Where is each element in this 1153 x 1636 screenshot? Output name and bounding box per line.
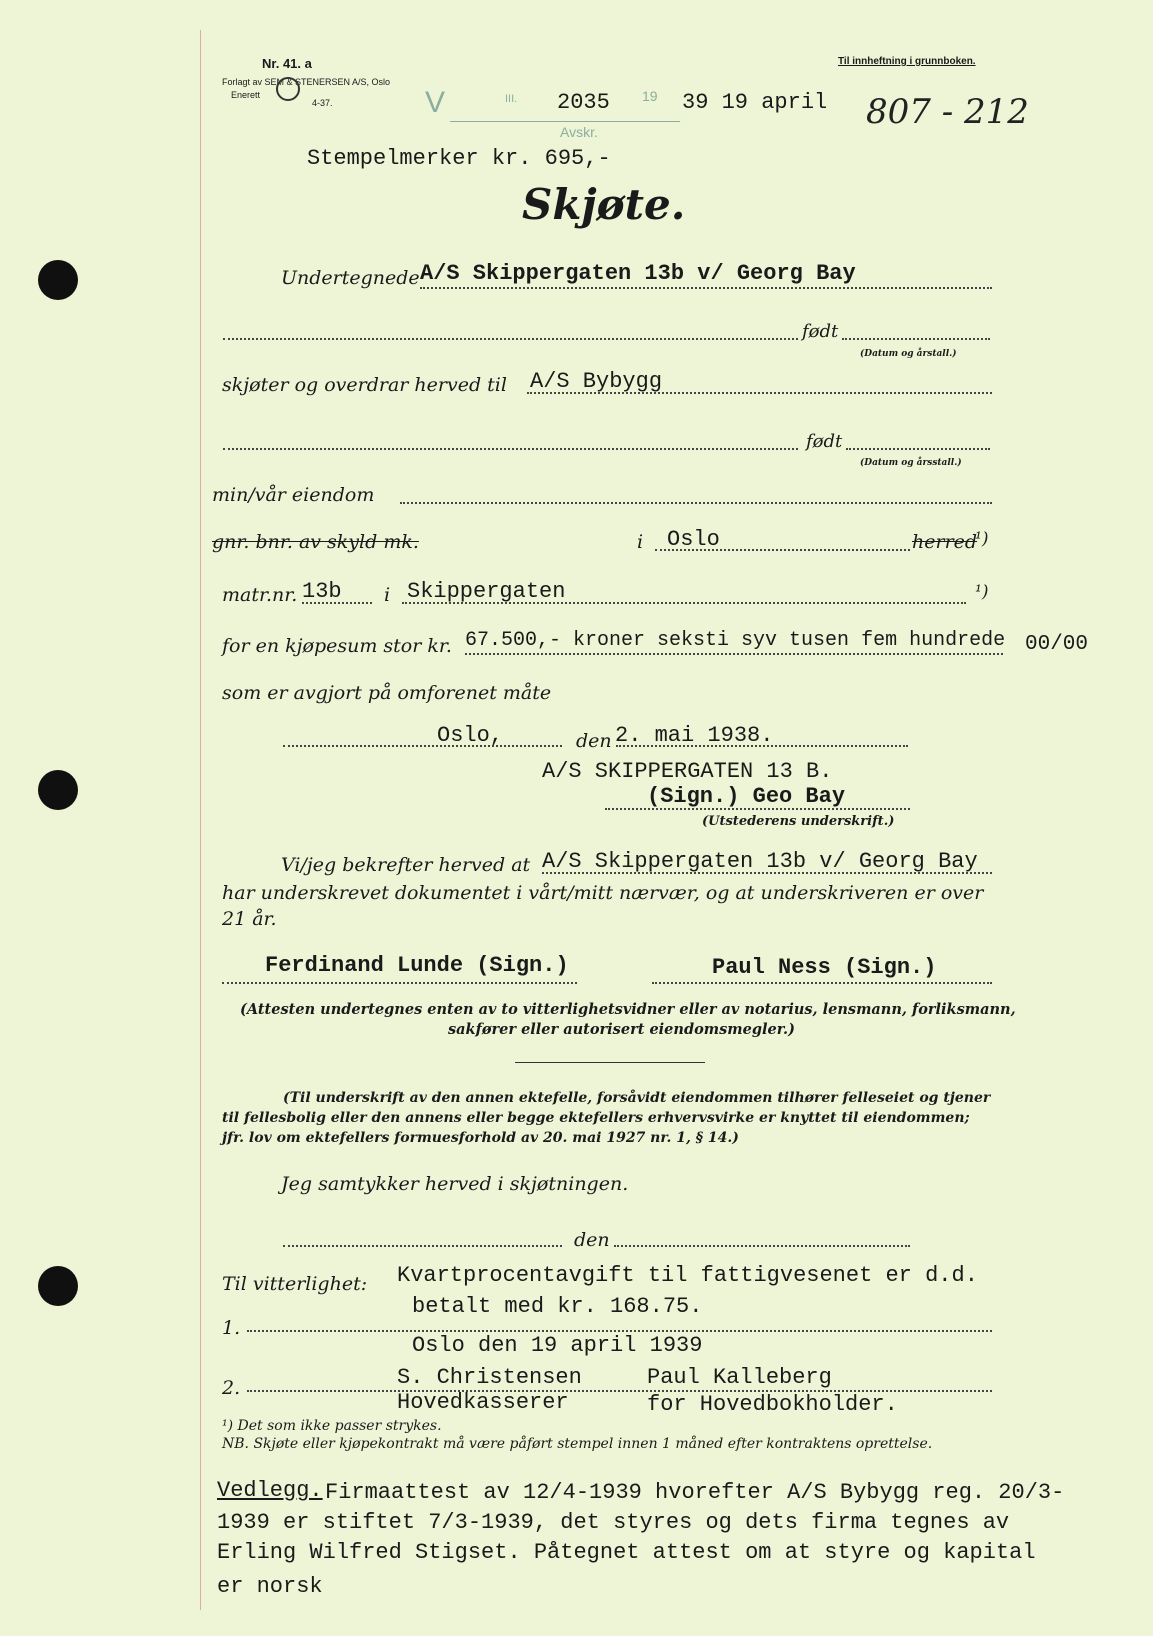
fodt2-line: [223, 448, 798, 450]
fodt-line: [223, 338, 798, 340]
vedlegg-line-1: Firmaattest av 12/4-1939 hvorefter A/S Bybygg reg. 20/3-: [325, 1480, 1065, 1505]
fodt2-line-end: [846, 448, 990, 450]
form-number: Nr. 41. a: [262, 56, 312, 71]
signed-name: (Sign.) Geo Bay: [647, 784, 846, 809]
fee-line-2: betalt med kr. 168.75.: [412, 1294, 703, 1319]
witness-num-2: 2.: [222, 1377, 241, 1399]
bookkeeper-title: for Hovedbokholder.: [647, 1392, 898, 1417]
undertegnede-line: [420, 287, 992, 289]
stamp-duty: Stempelmerker kr. 695,-: [307, 146, 611, 171]
bookkeeper-name: Paul Kalleberg: [647, 1365, 832, 1390]
vitterlighet-line-1: [247, 1330, 992, 1332]
place-date-line: [283, 745, 562, 747]
witness-1-line: [222, 982, 577, 984]
spouse-date-line: [614, 1245, 910, 1247]
fee-line-1: Kvartprocentavgift til fattigvesenet er d.d.: [397, 1263, 978, 1288]
register-stamp: Avskr.: [560, 124, 598, 140]
witness-note-1: (Attesten undertegnes enten av to vitterlighetsvidner eller av notarius, lensmann, forliksmann,: [240, 1001, 1016, 1018]
fodt-label: født: [802, 321, 839, 342]
seller-name: A/S Skippergaten 13b v/ Georg Bay: [420, 261, 856, 286]
footmark-1: ¹): [975, 529, 989, 549]
witness-value: A/S Skippergaten 13b v/ Georg Bay: [542, 849, 978, 874]
street-name: Skippergaten: [407, 579, 566, 604]
spouse-place-line: [283, 1245, 562, 1247]
publisher-enerett: Enerett: [231, 90, 261, 100]
eiendom-line: [400, 502, 992, 504]
vedlegg-line-4: er norsk: [217, 1574, 323, 1599]
page-title: Skjøte.: [522, 180, 686, 229]
fee-date: Oslo den 19 april 1939: [412, 1333, 703, 1358]
sign-date: 2. mai 1938.: [615, 723, 774, 748]
skjoter-label: skjøter og overdrar herved til: [222, 374, 507, 396]
fodt-line-end: [842, 338, 990, 340]
fodt2-label: født: [806, 431, 843, 452]
footnote-1: ¹) Det som ikke passer strykes.: [222, 1418, 442, 1434]
publisher-line: Forlagt av SEM & STENERSEN A/S, Oslo: [222, 77, 391, 87]
vedlegg-line-2: 1939 er stiftet 7/3-1939, det styres og dets firma tegnes av: [217, 1510, 1010, 1535]
register-small-mark: III.: [505, 93, 518, 105]
datum-note-2: (Datum og årsstall.): [860, 458, 962, 468]
matr-i-label: i: [384, 584, 391, 606]
vitterlighet-label: Til vitterlighet:: [222, 1273, 368, 1295]
section-divider: [515, 1062, 705, 1063]
kjopesum-value: 67.500,- kroner seksti syv tusen fem hundrede: [465, 629, 1006, 652]
property-place: Oslo: [667, 527, 720, 552]
kjopesum-line: [465, 653, 1003, 655]
undertegnede-label: Undertegnede: [281, 267, 420, 289]
folio-number: 807 - 212: [866, 92, 1029, 132]
avgjort-label: som er avgjort på omforenet måte: [222, 682, 552, 704]
company-signature: A/S SKIPPERGATEN 13 B.: [542, 759, 833, 784]
witness-note-2: sakfører eller autorisert eiendomsmegler.): [448, 1021, 795, 1038]
matr-number: 13b: [302, 579, 342, 604]
matr-label: matr.nr.: [222, 584, 298, 606]
witness-line-2: har underskrevet dokumentet i vårt/mitt nærvær, og at underskriveren er over: [222, 882, 984, 904]
cashier-title: Hovedkasserer: [397, 1390, 569, 1415]
vedlegg-label: Vedlegg.: [217, 1478, 323, 1503]
witness-1: Ferdinand Lunde (Sign.): [265, 953, 569, 978]
witness-line-3: 21 år.: [222, 908, 277, 930]
register-year-prefix: 19: [642, 88, 658, 104]
spouse-note-3: jfr. lov om ektefellers formuesforhold av 20. mai 1927 nr. 1, § 14.): [222, 1130, 739, 1146]
witness-2-line: [652, 982, 992, 984]
den-label: den: [576, 730, 612, 752]
sign-place: Oslo,: [437, 723, 504, 748]
footmark-2: ¹): [975, 582, 989, 602]
witness-2: Paul Ness (Sign.): [712, 955, 937, 980]
herred-label: herred: [912, 531, 978, 553]
top-right-note: Til innheftning i grunnboken.: [838, 56, 976, 67]
datum-note: (Datum og årstall.): [860, 349, 957, 359]
register-number: 2035: [557, 90, 610, 115]
register-date: 39 19 april: [682, 90, 828, 115]
punch-hole: [38, 1266, 78, 1306]
punch-hole: [38, 260, 78, 300]
eiendom-label: min/vår eiendom: [212, 484, 375, 506]
witness-num-1: 1.: [222, 1317, 241, 1339]
footnote-nb: NB. Skjøte eller kjøpekontrakt må være påført stempel innen 1 måned efter kontraktens oprettelse.: [222, 1436, 933, 1452]
kjopesum-ore: 00/00: [1025, 633, 1089, 656]
signature-caption: (Utstederens underskrift.): [702, 814, 895, 829]
punch-hole: [38, 770, 78, 810]
i-label: i: [637, 531, 644, 553]
publisher-logo-icon: [276, 77, 300, 101]
spouse-note-1: (Til underskrift av den annen ektefelle, forsåvidt eiendommen tilhører felleseiet og tjener: [283, 1090, 991, 1106]
margin-rule: [200, 30, 201, 1610]
gnr-label: gnr. bnr. av skyld mk.: [212, 531, 419, 553]
spouse-den-label: den: [574, 1229, 610, 1251]
register-prefix: V: [425, 86, 446, 119]
spouse-note-2: til fellesbolig eller den annens eller begge ektefellers erhvervsvirke er knyttet til eiendommen;: [222, 1110, 970, 1126]
kjopesum-label: for en kjøpesum stor kr.: [222, 635, 452, 657]
vedlegg-line-3: Erling Wilfred Stigset. Påtegnet attest om at styre og kapital: [217, 1540, 1036, 1565]
spouse-consent: Jeg samtykker herved i skjøtningen.: [281, 1173, 629, 1195]
cashier-name: S. Christensen: [397, 1365, 582, 1390]
witness-lead: Vi/jeg bekrefter herved at: [281, 854, 531, 876]
publisher-date: 4-37.: [312, 98, 333, 108]
register-underline: [450, 121, 680, 122]
buyer-name: A/S Bybygg: [530, 369, 663, 394]
